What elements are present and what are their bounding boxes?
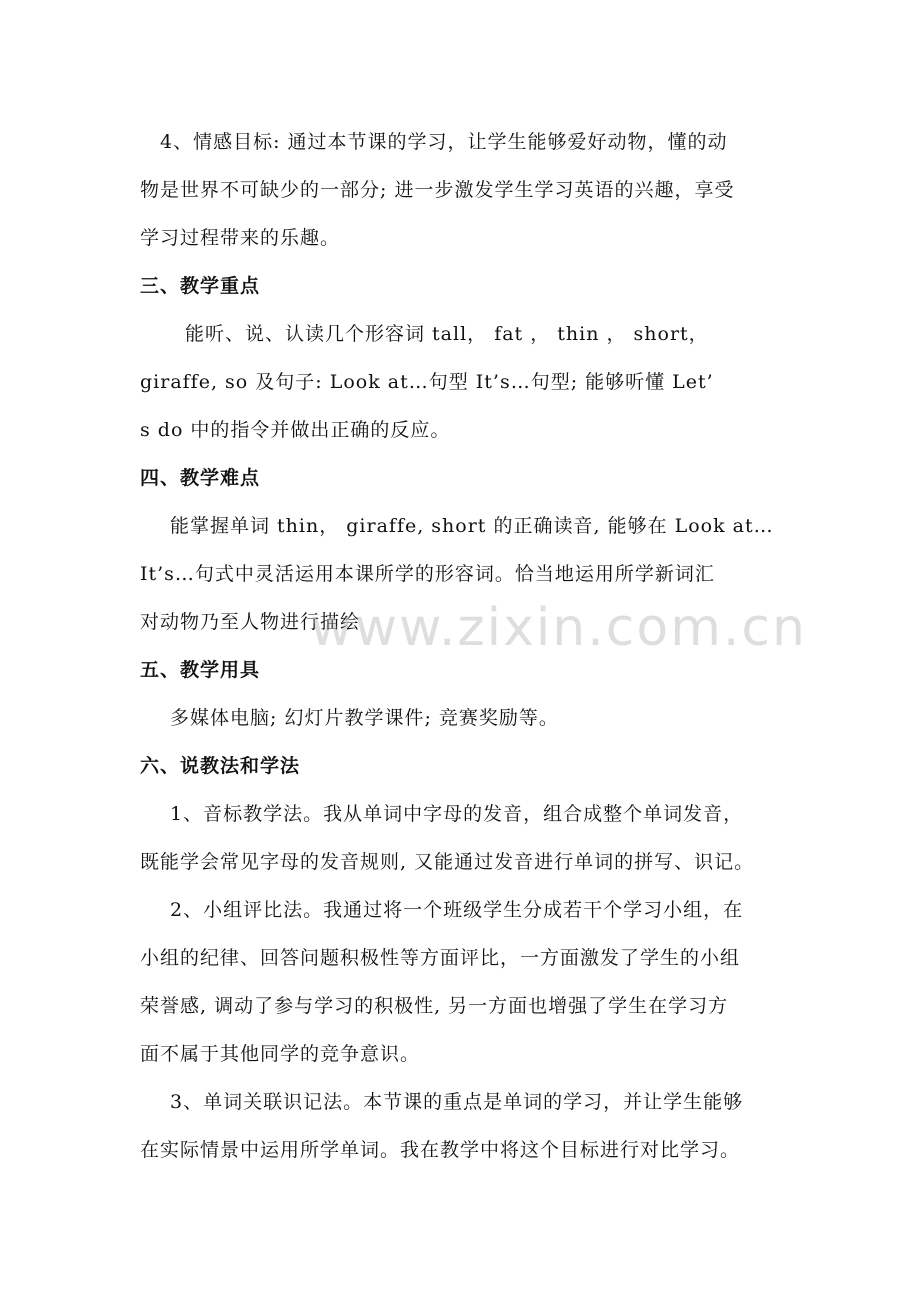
paragraph-line: 对动物乃至人物进行描绘 <box>140 611 361 633</box>
paragraph-line: 1、音标教学法。我从单词中字母的发音，组合成整个单词发音， <box>170 803 744 825</box>
paragraph-line: 既能学会常见字母的发音规则, 又能通过发音进行单词的拼写、识记。 <box>140 851 755 873</box>
watermark: www.zixin.com.cn <box>310 598 807 658</box>
paragraph-line: 能听、说、认读几个形容词 tall， fat ， thin ， short， <box>185 323 709 345</box>
paragraph-line: 面不属于其他同学的竞争意识。 <box>140 1043 421 1065</box>
paragraph-line: 能掌握单词 thin， giraffe, short 的正确读音, 能够在 Look at… <box>170 515 774 537</box>
paragraph-line: 4、情感目标: 通过本节课的学习，让学生能够爱好动物，懂的动 <box>160 131 728 153</box>
paragraph-line: 物是世界不可缺少的一部分; 进一步激发学生学习英语的兴趣，享受 <box>140 179 735 201</box>
paragraph-line: 多媒体电脑; 幻灯片教学课件; 竞赛奖励等。 <box>170 707 559 729</box>
section-heading-key-points: 三、教学重点 <box>140 275 261 297</box>
section-heading-difficult-points: 四、教学难点 <box>140 467 261 489</box>
paragraph-line: 2、小组评比法。我通过将一个班级学生分成若干个学习小组，在 <box>170 899 744 921</box>
paragraph-line: 学习过程带来的乐趣。 <box>140 227 341 249</box>
paragraph-line: 荣誉感, 调动了参与学习的积极性, 另一方面也增强了学生在学习方 <box>140 995 729 1017</box>
section-heading-methods: 六、说教法和学法 <box>140 755 301 777</box>
paragraph-line: 小组的纪律、回答问题积极性等方面评比，一方面激发了学生的小组 <box>140 947 741 969</box>
paragraph-line: 3、单词关联识记法。本节课的重点是单词的学习，并让学生能够 <box>170 1091 744 1113</box>
paragraph-line: 在实际情景中运用所学单词。我在教学中将这个目标进行对比学习。 <box>140 1139 741 1161</box>
paragraph-line: s do 中的指令并做出正确的反应。 <box>140 419 451 441</box>
paragraph-line: It’s…句式中灵活运用本课所学的形容词。恰当地运用所学新词汇 <box>140 563 715 585</box>
paragraph-line: giraffe, so 及句子: Look at…句型 It’s…句型; 能够听懂 Let’ <box>140 371 714 393</box>
section-heading-teaching-tools: 五、教学用具 <box>140 659 261 681</box>
